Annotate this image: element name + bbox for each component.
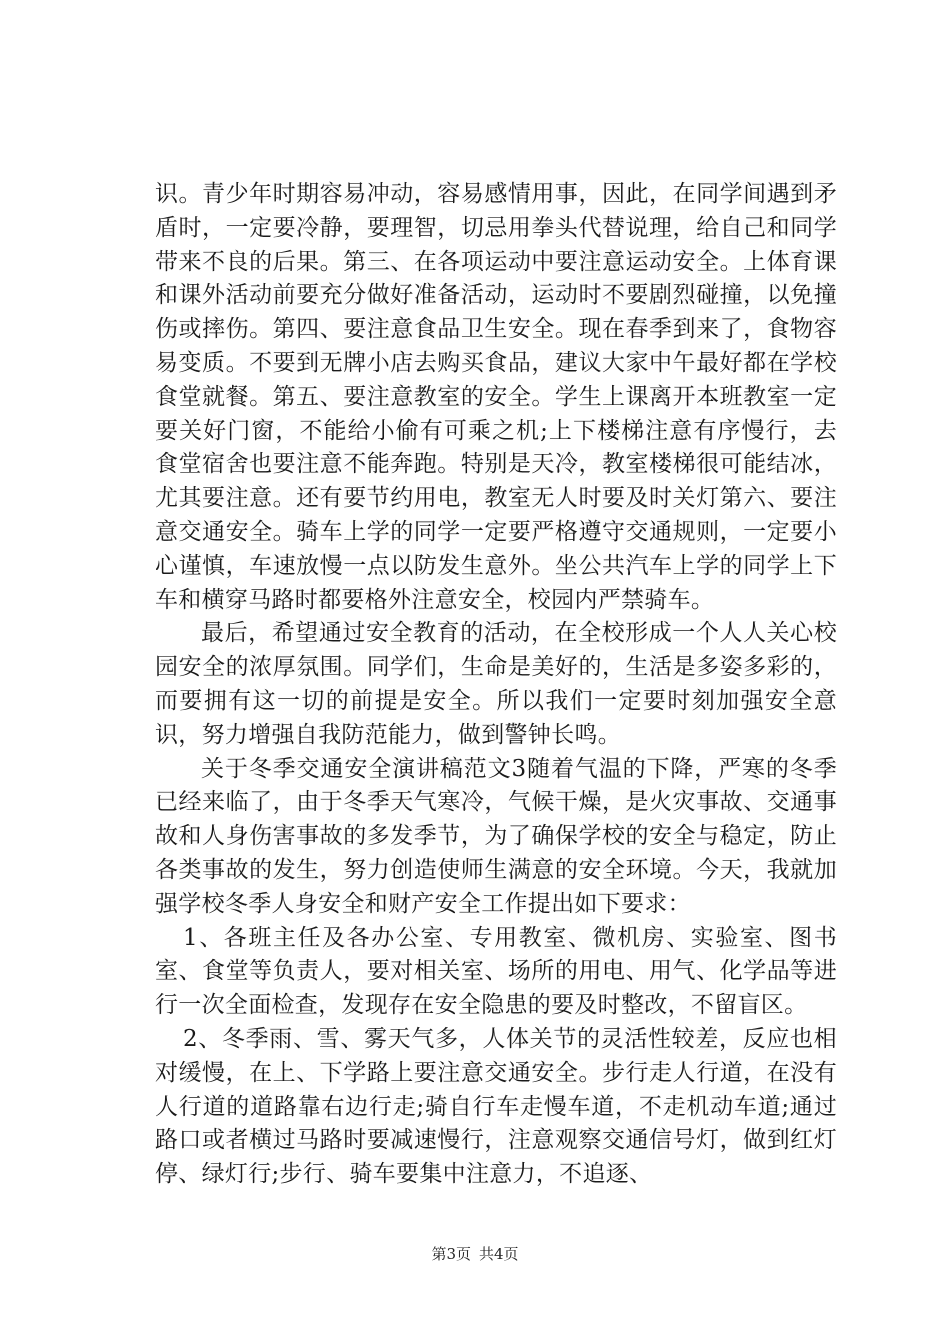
paragraph-2: 最后，希望通过安全教育的活动，在全校形成一个人人关心校园安全的浓厚氛围。同学们，生命是美好的，生活是多姿多彩的，而要拥有这一切的前提是安全。所以我们一定要时刻加强安全意识，努力增强自我防范能力，做到警钟长鸣。 — [155, 620, 837, 748]
page-footer — [0, 1243, 950, 1264]
body-text — [155, 178, 837, 1192]
page-total: 共4页 — [479, 1245, 519, 1263]
paragraph-1: 识。青少年时期容易冲动，容易感情用事，因此，在同学间遇到矛盾时，一定要冷静，要理智，切忌用拳头代替说理，给自己和同学带来不良的后果。第三、在各项运动中要注意运动安全。上体育课和课外活动前要充分做好准备活动，运动时不要剧烈碰撞，以免撞伤或摔伤。第四、要注意食品卫生安全。现在春季到来了，食物容易变质。不要到无牌小店去购买食品，建议大家中午最好都在学校食堂就餐。第五、要注意教室的安全。学生上课离开本班教室一定要关好门窗，不能给小偷有可乘之机;上下楼梯注意有序慢行，去食堂宿舍也要注意不能奔跑。特别是天冷，教室楼梯很可能结冰，尤其要注意。还有要节约用电，教室无人时要及时关灯第六、要注意交通安全。骑车上学的同学一定要严格遵守交通规则，一定要小心谨慎，车速放慢一点以防发生意外。坐公共汽车上学的同学上下车和横穿马路时都要格外注意安全，校园内严禁骑车。 — [155, 181, 837, 613]
paragraph-5: 2、冬季雨、雪、雾天气多，人体关节的灵活性较差，反应也相对缓慢，在上、下学路上要注意交通安全。步行走人行道，在没有人行道的道路靠右边行走;骑自行车走慢车道，不走机动车道;通过路口或者横过马路时要减速慢行，注意观察交通信号灯，做到红灯停、绿灯行;步行、骑车要集中注意力，不追逐、 — [155, 1025, 837, 1188]
paragraph-4: 1、各班主任及各办公室、专用教室、微机房、实验室、图书室、食堂等负责人，要对相关室、场所的用电、用气、化学品等进行一次全面检查，发现存在安全隐患的要及时整改，不留盲区。 — [155, 924, 837, 1019]
paragraph-3: 关于冬季交通安全演讲稿范文3随着气温的下降，严寒的冬季已经来临了，由于冬季天气寒冷，气候干燥，是火灾事故、交通事故和人身伤害事故的多发季节，为了确保学校的安全与稳定，防止各类事故的发生，努力创造使师生满意的安全环境。今天，我就加强学校冬季人身安全和财产安全工作提出如下要求： — [155, 755, 837, 917]
page-number: 第3页 — [431, 1245, 471, 1263]
